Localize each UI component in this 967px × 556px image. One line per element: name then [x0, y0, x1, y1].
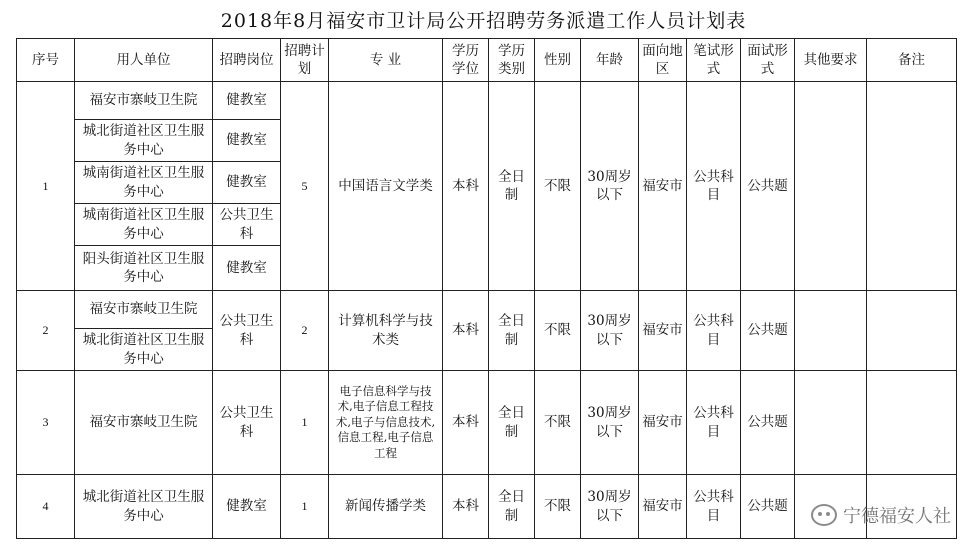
cell-plan: 2: [281, 291, 329, 371]
cell-region: 福安市: [639, 371, 687, 475]
cell-degree: 本科: [443, 291, 489, 371]
table-row: [17, 82, 957, 120]
cell-major: 计算机科学与技术类: [329, 291, 443, 371]
cell-interview: 公共题: [741, 291, 795, 371]
cell-edu-type: 全日制: [489, 291, 535, 371]
cell-edu-type: 全日制: [489, 475, 535, 539]
cell-gender: 不限: [535, 291, 581, 371]
table-row: [17, 291, 957, 329]
cell-seq: 2: [17, 291, 75, 371]
cell-major: 中国语言文学类: [329, 82, 443, 291]
cell-gender: 不限: [535, 475, 581, 539]
cell-post: 公共卫生科: [213, 371, 281, 475]
cell-post: 健教室: [213, 82, 281, 120]
header-row: [17, 39, 957, 82]
watermark-text: 宁德福安人社: [843, 506, 951, 527]
cell-age: 30周岁以下: [581, 475, 639, 539]
cell-unit: 阳头街道社区卫生服务中心: [75, 246, 213, 291]
cell-gender: 不限: [535, 371, 581, 475]
cell-post: 健教室: [213, 162, 281, 204]
cell-edu-type: 全日制: [489, 371, 535, 475]
cell-other: [795, 371, 867, 475]
header-degree: 学历学位: [443, 39, 489, 82]
header-other: 其他要求: [795, 39, 867, 82]
cell-unit: 城南街道社区卫生服务中心: [75, 204, 213, 246]
header-edu-type: 学历类别: [489, 39, 535, 82]
cell-interview: 公共题: [741, 371, 795, 475]
cell-degree: 本科: [443, 371, 489, 475]
cell-written: 公共科目: [687, 371, 741, 475]
cell-plan: 5: [281, 82, 329, 291]
cell-remark: [867, 291, 957, 371]
cell-degree: 本科: [443, 82, 489, 291]
cell-age: 30周岁以下: [581, 82, 639, 291]
header-region: 面向地区: [639, 39, 687, 82]
cell-interview: 公共题: [741, 82, 795, 291]
cell-written: 公共科目: [687, 82, 741, 291]
cell-written: 公共科目: [687, 475, 741, 539]
header-remark: 备注: [867, 39, 957, 82]
cell-remark: [867, 82, 957, 291]
header-seq: 序号: [17, 39, 75, 82]
cell-written: 公共科目: [687, 291, 741, 371]
cell-post: 公共卫生科: [213, 204, 281, 246]
cell-post: 公共卫生科: [213, 291, 281, 371]
cell-post: 健教室: [213, 246, 281, 291]
cell-post: 健教室: [213, 475, 281, 539]
cell-remark: [867, 371, 957, 475]
cell-region: 福安市: [639, 291, 687, 371]
cell-unit: 福安市寨岐卫生院: [75, 291, 213, 329]
cell-other: [795, 82, 867, 291]
cell-unit: 福安市寨岐卫生院: [75, 82, 213, 120]
cell-seq: 4: [17, 475, 75, 539]
cell-plan: 1: [281, 371, 329, 475]
cell-region: 福安市: [639, 82, 687, 291]
cell-gender: 不限: [535, 82, 581, 291]
cell-unit: 城北街道社区卫生服务中心: [75, 120, 213, 162]
header-age: 年龄: [581, 39, 639, 82]
header-gender: 性别: [535, 39, 581, 82]
cell-major: 电子信息科学与技术,电子信息工程技术,电子与信息技术,信息工程,电子信息工程: [329, 371, 443, 475]
watermark: [811, 502, 951, 528]
cell-interview: 公共题: [741, 475, 795, 539]
cell-unit: 城北街道社区卫生服务中心: [75, 329, 213, 371]
cell-region: 福安市: [639, 475, 687, 539]
header-interview: 面试形式: [741, 39, 795, 82]
cell-unit: 城北街道社区卫生服务中心: [75, 475, 213, 539]
cell-plan: 1: [281, 475, 329, 539]
wechat-icon: [811, 504, 837, 526]
cell-age: 30周岁以下: [581, 291, 639, 371]
cell-major: 新闻传播学类: [329, 475, 443, 539]
header-post: 招聘岗位: [213, 39, 281, 82]
page-title: 2018年8月福安市卫计局公开招聘劳务派遣工作人员计划表: [220, 10, 747, 32]
cell-post: 健教室: [213, 120, 281, 162]
cell-unit: 城南街道社区卫生服务中心: [75, 162, 213, 204]
cell-other: [795, 291, 867, 371]
header-unit: 用人单位: [75, 39, 213, 82]
cell-seq: 1: [17, 82, 75, 291]
cell-age: 30周岁以下: [581, 371, 639, 475]
recruitment-plan-table: [16, 38, 957, 539]
header-major: 专 业: [329, 39, 443, 82]
cell-edu-type: 全日制: [489, 82, 535, 291]
cell-unit: 福安市寨岐卫生院: [75, 371, 213, 475]
table-row: [17, 371, 957, 475]
header-written: 笔试形式: [687, 39, 741, 82]
header-plan: 招聘计划: [281, 39, 329, 82]
cell-seq: 3: [17, 371, 75, 475]
cell-degree: 本科: [443, 475, 489, 539]
